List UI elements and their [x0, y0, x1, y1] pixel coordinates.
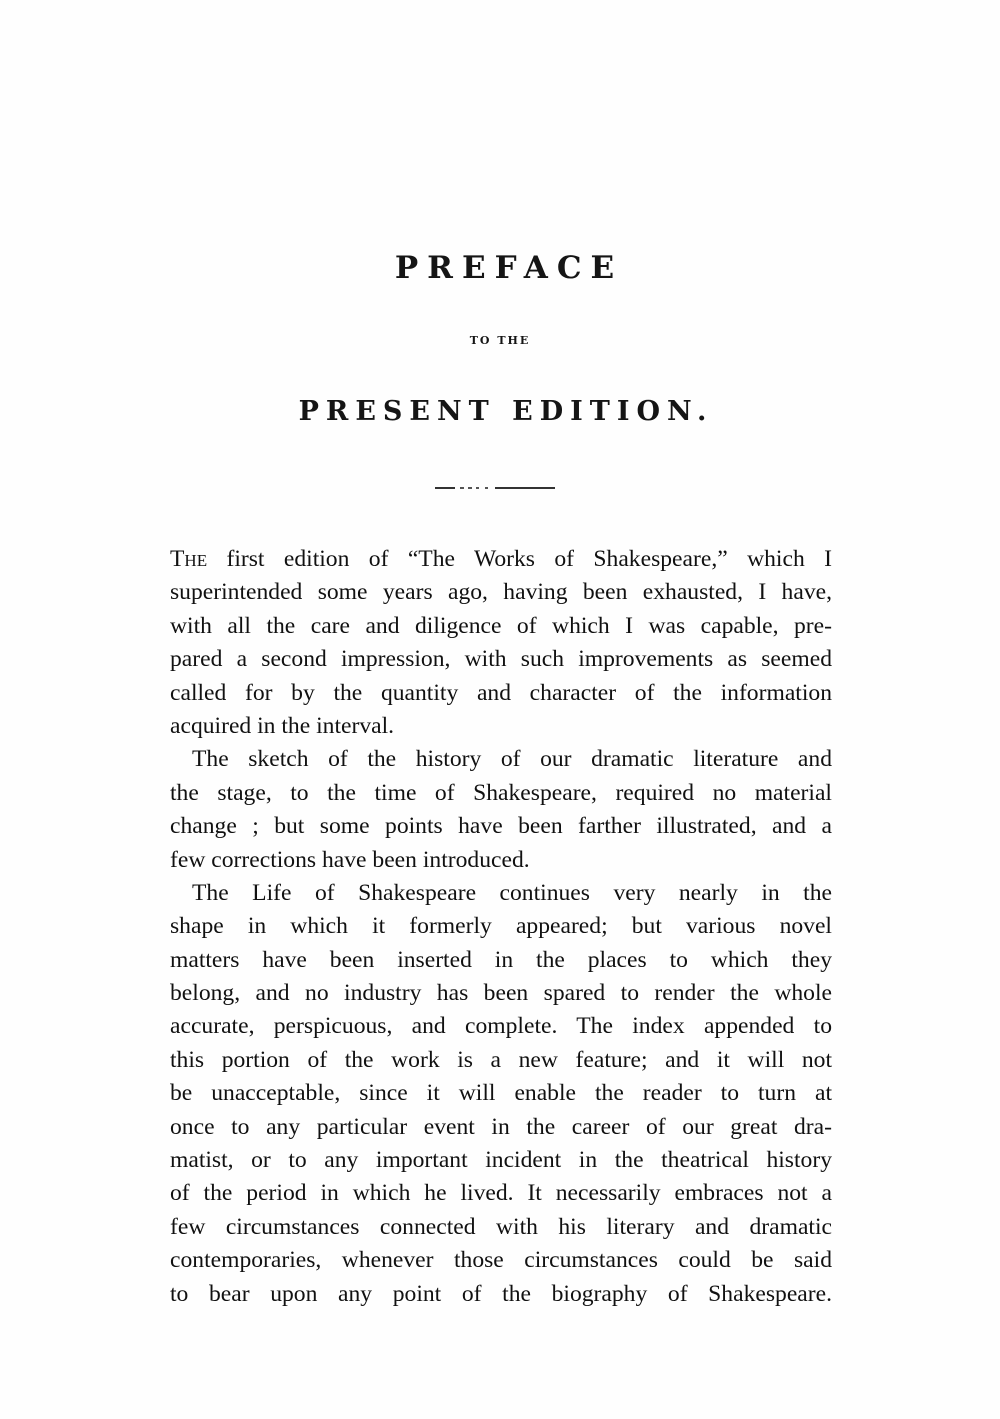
text-line: The sketch of the history of our dramatic literature and [192, 746, 832, 773]
text-line: superintended some years ago, having been exhausted, I have, [170, 579, 832, 606]
text-line: once to any particular event in the career of our great dra- [170, 1113, 832, 1140]
preface-body [170, 543, 832, 1311]
text-line: contemporaries, whenever those circumstances could be said [170, 1247, 832, 1274]
page-title: PREFACE [394, 250, 624, 286]
text-line: change ; but some points have been farther illustrated, and a [170, 813, 832, 840]
text-line: called for by the quantity and character of the information [170, 679, 832, 706]
text-line: of the period in which he lived. It necessarily embraces not a [170, 1180, 832, 1207]
page-subtitle: PRESENT EDITION. [298, 396, 714, 427]
text-line: matters have been inserted in the places to which they [170, 946, 832, 973]
paragraph-2 [170, 743, 832, 877]
text-line: shape in which it formerly appeared; but various novel [170, 913, 832, 940]
paragraph-3 [170, 877, 832, 1311]
ornamental-rule-divider [435, 487, 555, 489]
title-connector: TO THE [469, 334, 531, 347]
text-line: accurate, perspicuous, and complete. The index appended to [170, 1013, 832, 1040]
text-line: few corrections have been introduced. [170, 846, 530, 873]
text-line: few circumstances connected with his literary and dramatic [170, 1213, 832, 1240]
text-line: with all the care and diligence of which I was capable, pre- [170, 612, 832, 639]
text-line: The Life of Shakespeare continues very nearly in the [192, 879, 832, 906]
text-line: the stage, to the time of Shakespeare, required no material [170, 779, 832, 806]
paragraph-1 [170, 543, 832, 743]
small-caps-lead: The [170, 546, 208, 572]
text-line: this portion of the work is a new feature; and it will not [170, 1046, 832, 1073]
text-line: matist, or to any important incident in the theatrical history [170, 1147, 832, 1174]
text-line: to bear upon any point of the biography of Shakespeare. [170, 1280, 832, 1307]
text-line: pared a second impression, with such improvements as seemed [170, 646, 832, 673]
text-line: The first edition of “The Works of Shakespeare,” which I [170, 546, 832, 572]
text-line: belong, and no industry has been spared to render the whole [170, 980, 832, 1007]
text-line: be unacceptable, since it will enable the reader to turn at [170, 1080, 832, 1107]
text-line: acquired in the interval. [170, 712, 395, 739]
